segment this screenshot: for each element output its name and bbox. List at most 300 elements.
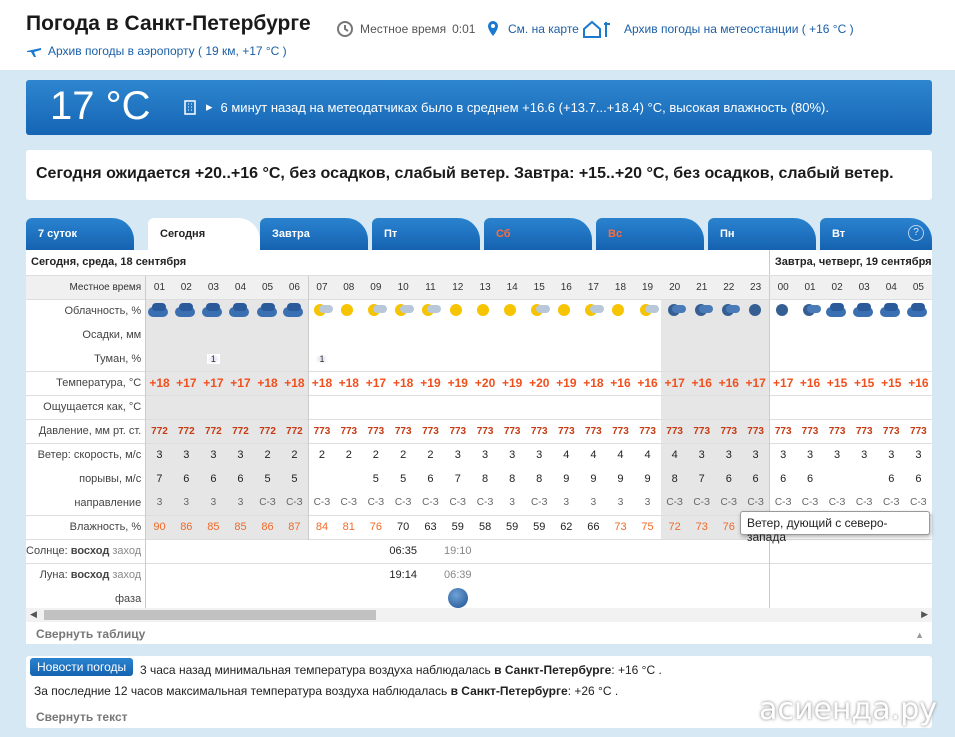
sun-cell (796, 539, 823, 563)
precip-cell (634, 323, 661, 347)
moon-cloud-icon (664, 302, 686, 318)
feels-cell (499, 395, 526, 419)
cloud-cell (796, 299, 823, 323)
help-icon[interactable]: ? (908, 225, 924, 241)
precip-cell (742, 323, 769, 347)
station-archive-link[interactable] (582, 20, 854, 38)
direction-cell[interactable]: 3 (644, 497, 651, 509)
hour-cell: 02 (173, 275, 200, 299)
feels-cell (200, 395, 227, 419)
day-label-tomorrow: Завтра, четверг, 19 сентября (769, 250, 932, 275)
cloud-night-icon (826, 302, 848, 318)
direction-cell[interactable]: С-З (882, 497, 900, 509)
sun-cloud-icon (311, 302, 333, 318)
cloud-cell (824, 299, 851, 323)
temp-cell: +18 (580, 371, 607, 395)
humidity-cell: 59 (444, 515, 472, 539)
pressure-cell: 772 (227, 419, 254, 443)
sun-cell (308, 539, 335, 563)
temp-cell: +17 (742, 371, 769, 395)
moon-cloud-icon (691, 302, 713, 318)
direction-cell[interactable]: 3 (200, 491, 227, 515)
fog-cell (851, 347, 878, 371)
pressure-cell: 772 (281, 419, 308, 443)
fog-value: 1 (207, 354, 220, 364)
moon-icon (772, 302, 794, 318)
direction-cell[interactable]: С-З (476, 497, 494, 509)
temp-cell: +16 (796, 371, 823, 395)
temp-cell: +17 (769, 371, 796, 395)
fog-cell (905, 347, 932, 371)
temp-cell: +18 (308, 371, 335, 395)
feels-cell (607, 395, 634, 419)
hourly-table (26, 250, 932, 644)
news-line-2-text: За последние 12 часов максимальная температура воздуха наблюдалась (34, 684, 448, 698)
pressure-cell: 773 (607, 419, 634, 443)
sun-icon (609, 302, 631, 318)
gust-cell: 9 (644, 473, 651, 485)
fog-cell (146, 347, 173, 371)
label-prefix: Луна: (39, 569, 71, 582)
news-line-2-city[interactable]: в Санкт-Петербурге (450, 684, 568, 698)
temp-cell: +15 (824, 371, 851, 395)
airplane-icon (26, 44, 42, 58)
gust-cell: 6 (806, 473, 814, 485)
sun-cloud-icon (528, 302, 550, 318)
sun-cell (526, 539, 553, 563)
day-tabs (26, 218, 932, 250)
wind-cell: 3 (688, 443, 715, 467)
cloud-cell (308, 299, 335, 323)
hour-cell: 21 (688, 275, 715, 299)
sun-cell (281, 539, 308, 563)
wind-cell: 3 (769, 443, 796, 467)
feels-cell (905, 395, 932, 419)
fog-cell (824, 347, 851, 371)
feels-cell (417, 395, 444, 419)
precip-cell (444, 323, 472, 347)
temp-cell: +18 (254, 371, 281, 395)
precip-cell (499, 323, 526, 347)
pressure-cell: 773 (688, 419, 715, 443)
moon-cell (742, 563, 769, 587)
temp-cell: +19 (499, 371, 526, 395)
temp-cell: +16 (715, 371, 742, 395)
pressure-cell: 773 (362, 419, 389, 443)
humidity-cell: 66 (580, 515, 607, 539)
pressure-cell: 773 (661, 419, 688, 443)
row-label: порывы, м/с (26, 467, 146, 491)
cloud-night-icon (175, 302, 197, 318)
precip-cell (769, 323, 796, 347)
hour-cell: 16 (553, 275, 580, 299)
wind-cell: 2 (335, 443, 362, 467)
fog-cell (769, 347, 796, 371)
forecast-summary: Сегодня ожидается +20..+16 °C, без осадков, слабый ветер. Завтра: +15..+20 °C, без осадков, слабый ветер. (26, 150, 932, 200)
direction-cell[interactable]: С-З (449, 497, 467, 509)
caret-up-icon: ▲ (915, 630, 924, 640)
cloud-cell (878, 299, 905, 323)
temp-cell: +16 (634, 371, 661, 395)
wind-cell: 3 (173, 443, 200, 467)
collapse-table-button[interactable]: Свернуть таблицу (36, 627, 146, 641)
direction-cell[interactable]: С-З (769, 491, 796, 515)
precip-cell (661, 323, 688, 347)
news-badge[interactable]: Новости погоды (30, 658, 133, 676)
label-set: заход (109, 569, 142, 582)
tab-sat[interactable]: Сб (484, 218, 592, 250)
hour-cell: 10 (389, 275, 417, 299)
hour-cell: 22 (715, 275, 742, 299)
cloud-cell (715, 299, 742, 323)
temp-cell: +17 (227, 371, 254, 395)
pressure-cell: 773 (335, 419, 362, 443)
pressure-cell: 773 (634, 419, 661, 443)
direction-cell[interactable]: С-З (828, 497, 846, 509)
gust-cell: 6 (227, 467, 254, 491)
moon-cell (851, 563, 878, 587)
local-time-value: 0:01 (452, 22, 476, 36)
humidity-cell: 84 (308, 515, 335, 539)
temp-cell: +16 (905, 371, 932, 395)
direction-cell[interactable]: С-З (688, 491, 715, 515)
day-label-today: Сегодня, среда, 18 сентября (26, 250, 769, 275)
header (0, 0, 955, 70)
hour-cell: 04 (878, 275, 905, 299)
humidity-cell: 59 (499, 515, 526, 539)
direction-cell[interactable]: С-З (530, 497, 548, 509)
hour-cell: 14 (499, 275, 526, 299)
horizontal-scrollbar[interactable] (26, 608, 932, 622)
fog-cell (607, 347, 634, 371)
fog-cell (742, 347, 769, 371)
temp-cell: +19 (417, 371, 444, 395)
direction-cell[interactable]: С-З (715, 491, 742, 515)
humidity-cell: 72 (661, 515, 688, 539)
cloud-cell (362, 299, 389, 323)
cloud-cell (335, 299, 362, 323)
cloud-cell (200, 299, 227, 323)
row-label: Туман, % (26, 347, 146, 371)
moon-cell: 19:14 (389, 563, 417, 587)
feels-cell (553, 395, 580, 419)
map-link[interactable] (484, 20, 579, 38)
feels-cell (335, 395, 362, 419)
direction-cell[interactable]: 3 (563, 497, 570, 509)
wind-cell: 3 (742, 443, 769, 467)
hour-cell: 03 (200, 275, 227, 299)
gust-cell: 8 (661, 467, 688, 491)
direction-cell[interactable]: 3 (146, 491, 173, 515)
direction-cell[interactable]: 3 (173, 491, 200, 515)
row-label: направление (26, 491, 146, 515)
fog-cell (661, 347, 688, 371)
hour-cell: 05 (905, 275, 932, 299)
arrow-right-icon: ▸ (206, 99, 213, 114)
direction-cell[interactable]: С-З (910, 497, 927, 509)
hour-cell: 04 (227, 275, 254, 299)
tab-today[interactable]: Сегодня (148, 218, 260, 250)
humidity-cell: 63 (417, 515, 444, 539)
sun-cell (499, 539, 526, 563)
moon-cell: 06:39 (444, 563, 472, 587)
feels-cell (444, 395, 472, 419)
hour-cell: 20 (661, 275, 688, 299)
moon-phase-icon (448, 588, 468, 608)
news-line-1-text: 3 часа назад минимальная температура воздуха наблюдалась (140, 663, 491, 677)
direction-cell[interactable]: 3 (590, 497, 597, 509)
wind-cell: 3 (715, 443, 742, 467)
gust-cell: 8 (509, 473, 516, 485)
tab-7-days[interactable]: 7 суток (26, 218, 134, 250)
fog-value: 1 (315, 354, 328, 364)
tab-sun[interactable]: Вс (596, 218, 704, 250)
feels-cell (227, 395, 254, 419)
pressure-cell: 773 (824, 419, 851, 443)
gust-cell (308, 467, 335, 491)
precip-cell (715, 323, 742, 347)
wind-cell: 3 (526, 443, 553, 467)
row-label: Ощущается как, °C (26, 395, 146, 419)
cloud-cell (769, 299, 796, 323)
sun-icon (474, 302, 496, 318)
sun-cloud-icon (637, 302, 659, 318)
hour-cell: 12 (444, 275, 472, 299)
wind-cell: 2 (362, 443, 389, 467)
humidity-cell: 73 (688, 515, 715, 539)
fog-cell (254, 347, 281, 371)
tab-fri[interactable]: Пт (372, 218, 480, 250)
news-line-1-value: : +16 °C . (611, 663, 662, 677)
gust-cell: 6 (742, 467, 769, 491)
wind-cell: 4 (553, 443, 580, 467)
pressure-cell: 772 (146, 419, 173, 443)
tab-mon[interactable]: Пн (708, 218, 816, 250)
pressure-cell: 773 (417, 419, 444, 443)
feels-cell (580, 395, 607, 419)
gust-cell: 6 (769, 467, 796, 491)
direction-cell[interactable]: С-З (661, 491, 688, 515)
direction-cell[interactable]: С-З (281, 491, 308, 515)
collapse-text-button[interactable]: Свернуть текст (36, 710, 128, 724)
gust-cell: 9 (617, 473, 624, 485)
precip-cell (335, 323, 362, 347)
wind-cell: 4 (580, 443, 607, 467)
wind-cell: 2 (417, 443, 444, 467)
temp-cell: +18 (281, 371, 308, 395)
news-line-1-city[interactable]: в Санкт-Петербурге (494, 663, 612, 677)
forecast-grid (26, 250, 932, 611)
moon-cell (580, 563, 607, 587)
cloud-cell (661, 299, 688, 323)
cloud-cell (553, 299, 580, 323)
gust-cell: 5 (372, 473, 379, 485)
building-icon (182, 99, 198, 115)
precip-cell (281, 323, 308, 347)
humidity-cell: 59 (526, 515, 553, 539)
gust-cell: 8 (536, 473, 543, 485)
cloud-night-icon (257, 302, 279, 318)
gust-cell (335, 467, 362, 491)
airport-archive-link[interactable] (26, 44, 287, 58)
precip-cell (173, 323, 200, 347)
news-line-1 (140, 663, 662, 677)
hour-cell: 17 (580, 275, 607, 299)
hour-cell: 23 (742, 275, 769, 299)
humidity-cell: 70 (389, 515, 417, 539)
precip-cell (851, 323, 878, 347)
temp-cell: +19 (444, 371, 472, 395)
moon-cell (526, 563, 553, 587)
direction-cell[interactable]: 3 (509, 497, 515, 509)
sun-cell (851, 539, 878, 563)
gust-cell: 7 (454, 473, 461, 485)
moon-cell (905, 563, 932, 587)
feels-cell (281, 395, 308, 419)
pressure-cell: 772 (173, 419, 200, 443)
moon-cell (227, 563, 254, 587)
sensor-note (182, 99, 829, 115)
wind-cell: 4 (661, 443, 688, 467)
label-rise: восход (70, 545, 110, 557)
pressure-cell: 773 (742, 419, 769, 443)
fog-cell (281, 347, 308, 371)
humidity-cell: 81 (335, 515, 362, 539)
gust-cell (824, 467, 851, 491)
wind-cell: 2 (254, 443, 281, 467)
sun-cell (688, 539, 715, 563)
moon-cell (200, 563, 227, 587)
feels-cell (634, 395, 661, 419)
moon-cell (254, 563, 281, 587)
gust-cell: 7 (688, 467, 715, 491)
map-pin-icon (484, 20, 502, 38)
fog-cell (499, 347, 526, 371)
pressure-cell: 773 (308, 419, 335, 443)
label-set: заход (109, 545, 142, 557)
feels-cell (472, 395, 499, 419)
gust-cell: 7 (146, 467, 173, 491)
moon-cell (661, 563, 688, 587)
feels-cell (796, 395, 823, 419)
sun-icon (555, 302, 577, 318)
fog-cell (308, 347, 335, 371)
current-weather-banner (26, 80, 932, 135)
sun-cloud-icon (365, 302, 387, 318)
feels-cell (526, 395, 553, 419)
feels-cell (173, 395, 200, 419)
precip-cell (227, 323, 254, 347)
pressure-cell: 773 (715, 419, 742, 443)
fog-cell (634, 347, 661, 371)
pressure-cell: 773 (580, 419, 607, 443)
station-archive-label: Архив погоды на метеостанции ( +16 °C ) (624, 22, 854, 36)
tab-tue-label: Вт (832, 228, 846, 240)
news-line-2-value: : +26 °C . (567, 684, 619, 698)
feels-cell (851, 395, 878, 419)
direction-cell[interactable]: С-З (801, 497, 819, 509)
humidity-cell: 58 (472, 515, 499, 539)
pressure-cell: 773 (389, 419, 417, 443)
gust-cell (851, 467, 878, 491)
moon-cell (796, 563, 823, 587)
scroll-left-icon[interactable]: ◀ (30, 609, 37, 619)
fog-cell (389, 347, 417, 371)
precip-cell (417, 323, 444, 347)
direction-cell[interactable]: С-З (855, 497, 873, 509)
direction-cell[interactable]: С-З (367, 497, 385, 509)
direction-cell[interactable]: 3 (617, 497, 624, 509)
temp-cell: +16 (688, 371, 715, 395)
pressure-cell: 773 (526, 419, 553, 443)
wind-cell: 3 (878, 443, 905, 467)
moon-cell (472, 563, 499, 587)
direction-cell[interactable]: С-З (742, 491, 769, 515)
temp-cell: +18 (146, 371, 173, 395)
wind-cell: 3 (824, 443, 851, 467)
precip-cell (362, 323, 389, 347)
cloud-cell (851, 299, 878, 323)
cloud-cell (281, 299, 308, 323)
cloud-cell (742, 299, 769, 323)
hour-cell: 07 (308, 275, 335, 299)
direction-cell[interactable]: С-З (422, 497, 439, 509)
moon-cell (281, 563, 308, 587)
temp-cell: +15 (878, 371, 905, 395)
wind-cell: 3 (200, 443, 227, 467)
hour-cell: 15 (526, 275, 553, 299)
direction-cell[interactable]: С-З (394, 497, 412, 509)
fog-cell (173, 347, 200, 371)
direction-cell[interactable]: С-З (340, 497, 358, 509)
sun-cell (146, 539, 173, 563)
precip-cell (796, 323, 823, 347)
tab-tomorrow[interactable]: Завтра (260, 218, 368, 250)
pressure-cell: 773 (796, 419, 823, 443)
direction-cell[interactable]: С-З (308, 491, 335, 515)
humidity-cell: 90 (146, 515, 173, 539)
row-label: Температура, °C (26, 371, 146, 395)
tab-tue[interactable] (820, 218, 932, 250)
direction-cell[interactable]: 3 (227, 491, 254, 515)
sun-cell (417, 539, 444, 563)
gust-cell: 8 (482, 473, 489, 485)
direction-cell[interactable]: С-З (254, 491, 281, 515)
scroll-right-icon[interactable]: ▶ (921, 609, 928, 619)
fog-cell (472, 347, 499, 371)
temp-cell: +17 (173, 371, 200, 395)
cloud-cell (254, 299, 281, 323)
sun-cell (905, 539, 932, 563)
temp-cell: +15 (851, 371, 878, 395)
feels-cell (715, 395, 742, 419)
sun-cell (878, 539, 905, 563)
feels-cell (146, 395, 173, 419)
local-time-label: Местное время (360, 22, 447, 36)
hour-cell: 09 (362, 275, 389, 299)
page-title: Погода в Санкт-Петербурге (26, 12, 311, 35)
gust-cell: 9 (590, 473, 597, 485)
precip-cell (308, 323, 335, 347)
cloud-night-icon (202, 302, 224, 318)
feels-cell (661, 395, 688, 419)
moon-cell (499, 563, 526, 587)
cloud-cell (526, 299, 553, 323)
scroll-thumb[interactable] (44, 610, 376, 620)
row-label: Осадки, мм (26, 323, 146, 347)
row-label: Давление, мм рт. ст. (26, 419, 146, 443)
sun-cloud-icon (419, 302, 441, 318)
